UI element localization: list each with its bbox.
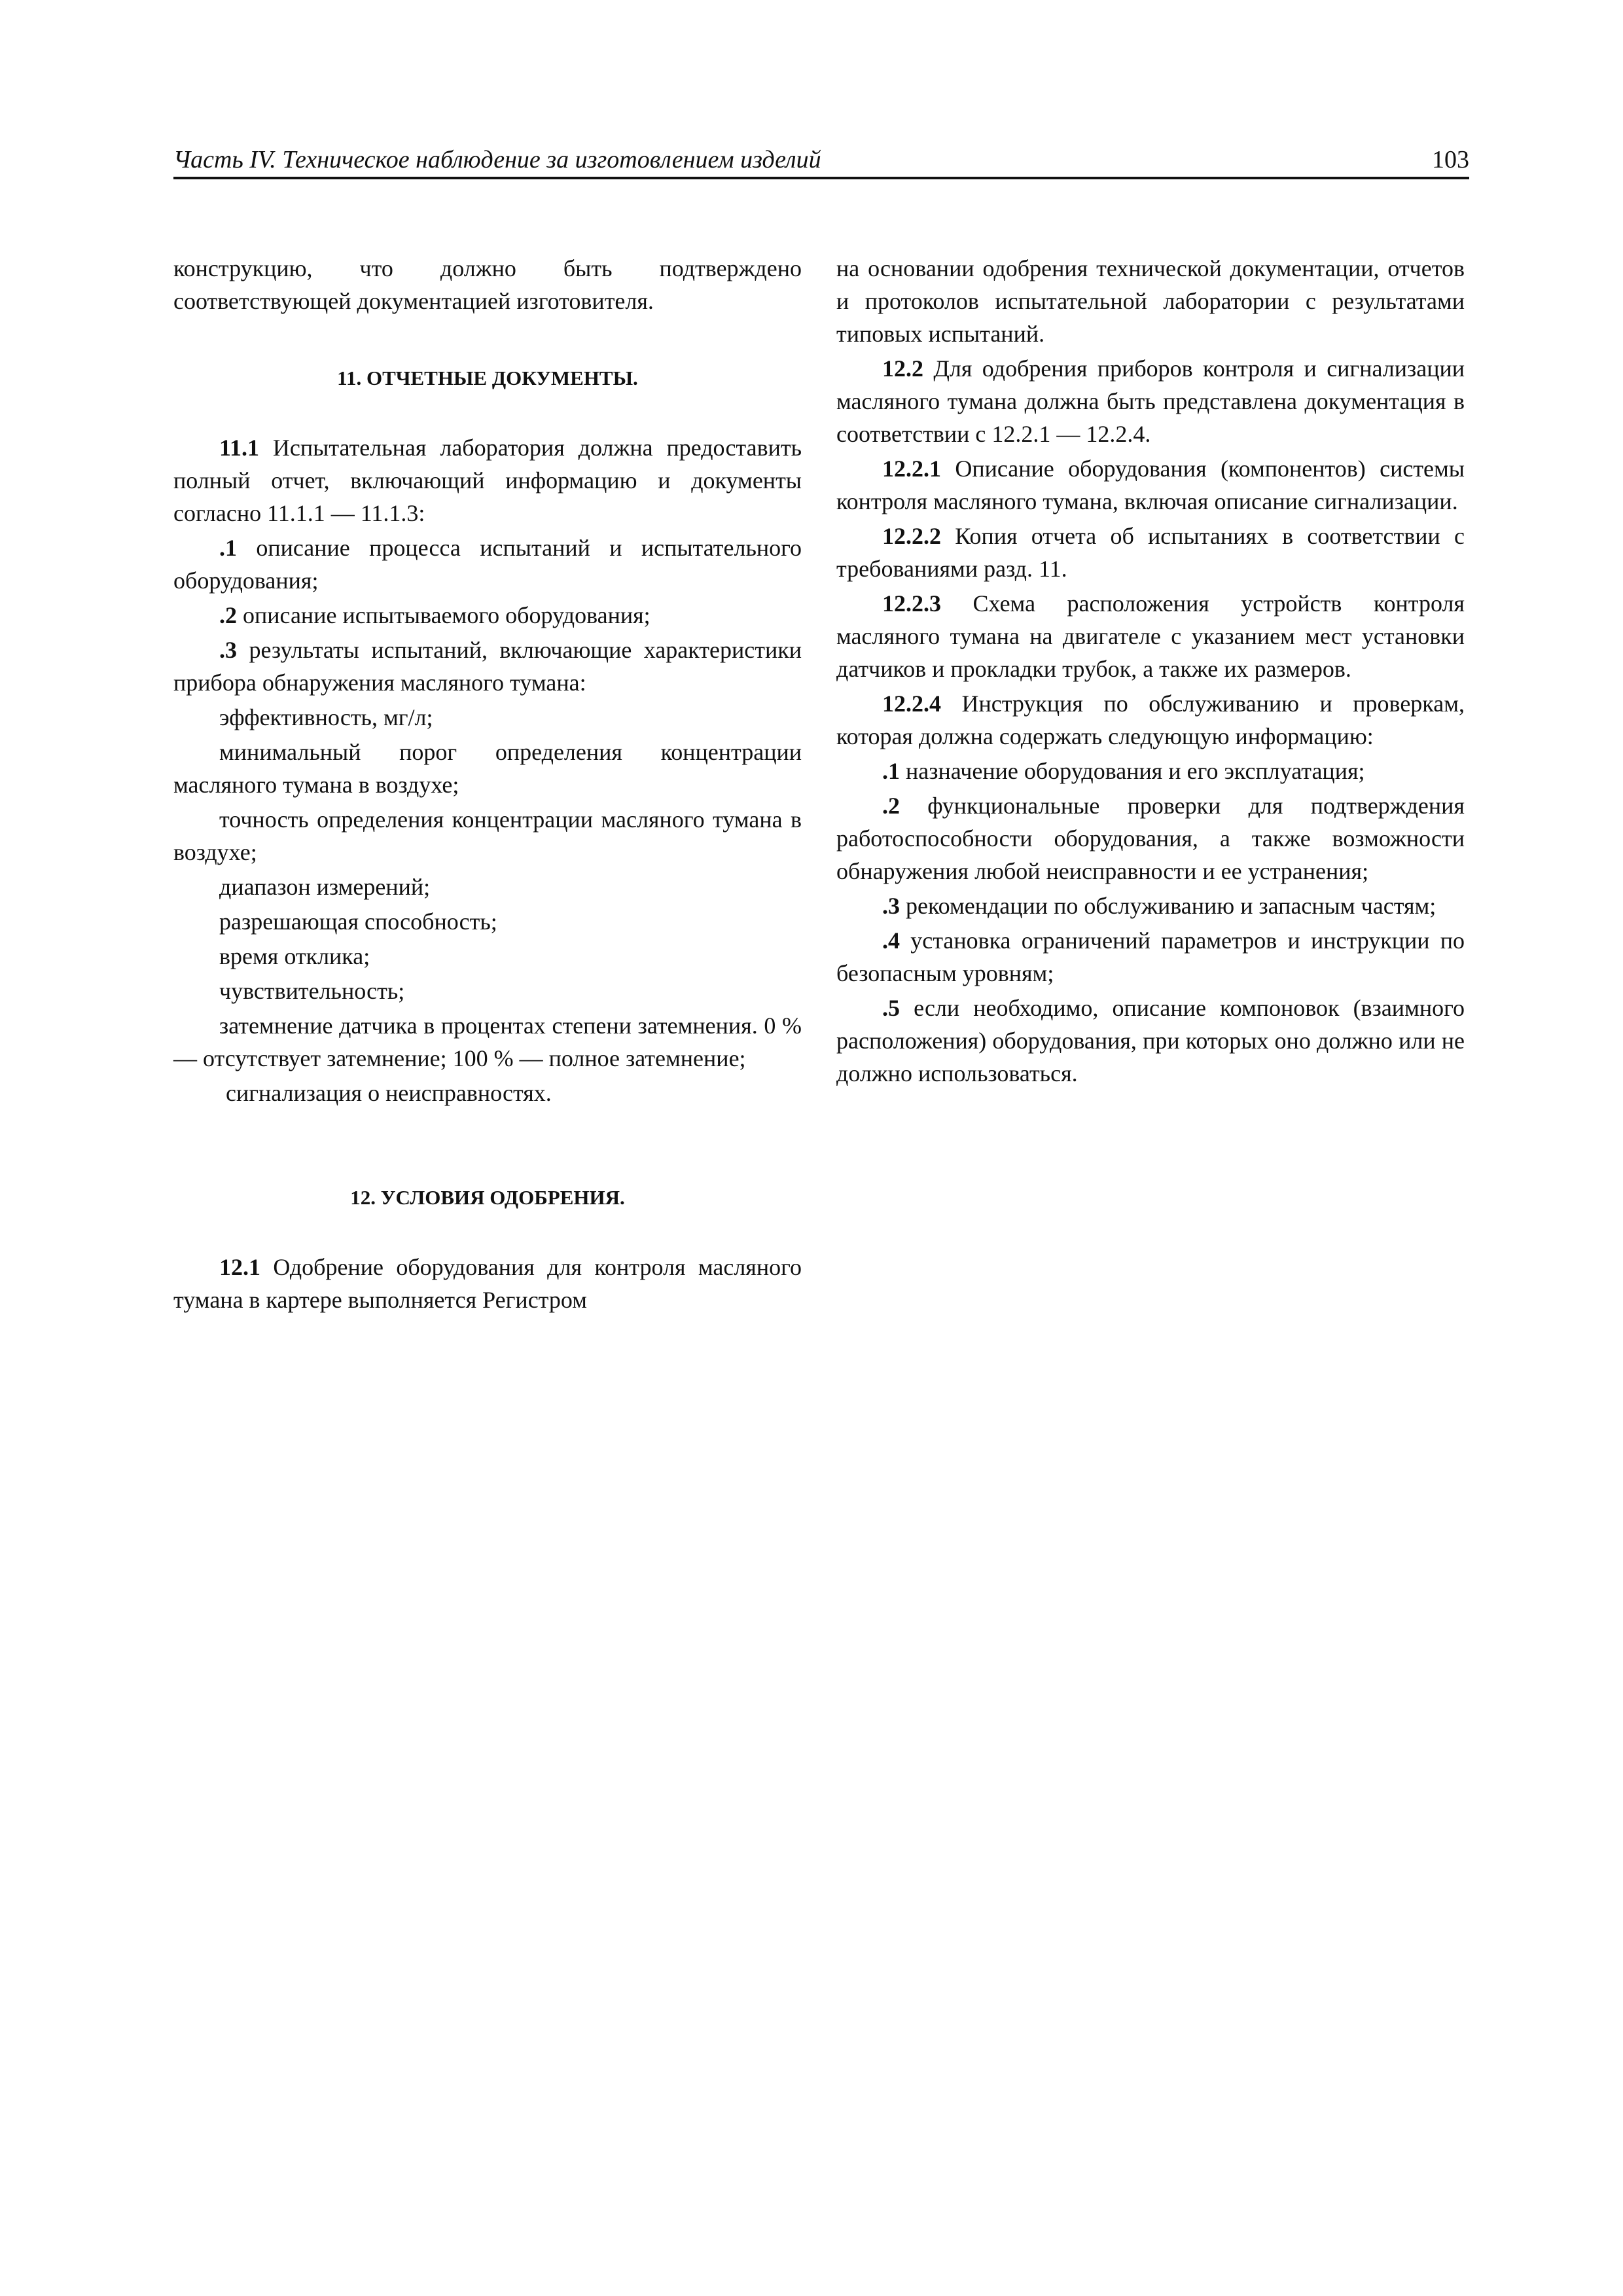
paragraph-text: Схема расположения устройств контроля масляного тумана на двигателе с указанием мест установки датчиков и прокладки трубок, а также их размеров. [836,590,1465,682]
paragraph-text: Инструкция по обслуживанию и проверкам, которая должна содержать следующую информацию: [836,691,1465,749]
list-item-text: результаты испытаний, включающие характеристики прибора обнаружения масляного тумана: [173,637,802,696]
paragraph-12-2-1 [836,452,1465,518]
list-item-text: описание процесса испытаний и испытательного оборудования; [173,535,802,594]
characteristic-item: чувствительность; [219,978,405,1004]
clause-number: 12.2.3 [882,590,941,617]
list-item-3 [173,634,802,699]
paragraph-text: Испытательная лаборатория должна предоставить полный отчет, включающий информацию и документы согласно 11.1.1 — 11.1.3: [173,435,802,526]
item-number: .5 [882,995,900,1021]
item-number: .2 [219,602,237,628]
item-number: .4 [882,927,900,954]
list-item-text: рекомендации по обслуживанию и запасным частям; [900,893,1436,919]
paragraph-text: Для одобрения приборов контроля и сигнализации масляного тумана должна быть представлена документация в соответствии с 12.2.1 — 12.2.4. [836,355,1465,447]
running-header [173,145,1469,179]
list-item-2 [836,789,1465,888]
paragraph-text: Одобрение оборудования для контроля масляного тумана в картере выполняется Регистром [173,1254,802,1313]
paragraph: на основании одобрения технической документации, отчетов и протоколов испытательной лаборатории с результатами типовых испытаний. [836,255,1465,347]
item-number: .2 [882,793,900,819]
list-item-1 [836,755,1465,787]
characteristic-item: диапазон измерений; [219,874,431,900]
list-item-4 [836,924,1465,990]
list-item-5 [836,992,1465,1090]
list-item-text: назначение оборудования и его эксплуатация; [900,758,1365,784]
paragraph: конструкцию, что должно быть подтверждено соответствующей документацией изготовителя. [173,255,802,314]
clause-number: 12.2 [882,355,923,382]
paragraph-12-2-4 [836,687,1465,753]
clause-number: 12.2.4 [882,691,941,717]
header-rule [173,177,1469,179]
characteristic-item: минимальный порог определения концентрации масляного тумана в воздухе; [173,739,802,798]
list-item-1 [173,531,802,597]
clause-number: 12.2.1 [882,456,941,482]
paragraph-text: Копия отчета об испытаниях в соответствии с требованиями разд. 11. [836,523,1465,582]
characteristic-item: затемнение датчика в процентах степени затемнения. 0 % — отсутствует затемнение; 100 % — полное затемнение; [173,1013,802,1071]
paragraph-11-1 [173,431,802,529]
clause-number: 11.1 [219,435,260,461]
list-item-2 [173,599,802,632]
characteristic-item: эффективность, мг/л; [219,704,433,730]
list-item-text: если необходимо, описание компоновок (взаимного расположения) оборудования, при которых оно должно или не должно использоваться. [836,995,1465,1086]
list-item-text: функциональные проверки для подтверждения работоспособности оборудования, а также возможности обнаружения любой неисправности и ее устранения; [836,793,1465,884]
section-heading-12: 12. УСЛОВИЯ ОДОБРЕНИЯ. [350,1186,625,1209]
characteristic-item: точность определения концентрации масляного тумана в воздухе; [173,806,802,865]
characteristic-item: разрешающая способность; [219,908,497,935]
item-number: .3 [219,637,237,663]
paragraph-12-2-3 [836,587,1465,685]
page-number: 103 [1432,146,1469,173]
item-number: .3 [882,893,900,919]
running-header-title: Часть IV. Техническое наблюдение за изготовлением изделий [173,146,821,173]
clause-number: 12.1 [219,1254,260,1280]
list-item-text: описание испытываемого оборудования; [237,602,651,628]
characteristic-item: время отклика; [219,943,370,969]
paragraph-12-2-2 [836,520,1465,585]
item-number: .1 [219,535,237,561]
right-column [836,252,1465,1092]
list-item-text: установка ограничений параметров и инструкции по безопасным уровням; [836,927,1465,986]
left-column [173,252,802,1318]
item-number: .1 [882,758,900,784]
characteristic-item: сигнализация о неисправностях. [226,1080,552,1106]
list-item-3 [836,889,1465,922]
section-heading-11: 11. ОТЧЕТНЫЕ ДОКУМЕНТЫ. [337,367,638,389]
paragraph-text: Описание оборудования (компонентов) системы контроля масляного тумана, включая описание сигнализации. [836,456,1465,514]
paragraph-12-2 [836,352,1465,450]
paragraph-12-1 [173,1251,802,1316]
clause-number: 12.2.2 [882,523,941,549]
